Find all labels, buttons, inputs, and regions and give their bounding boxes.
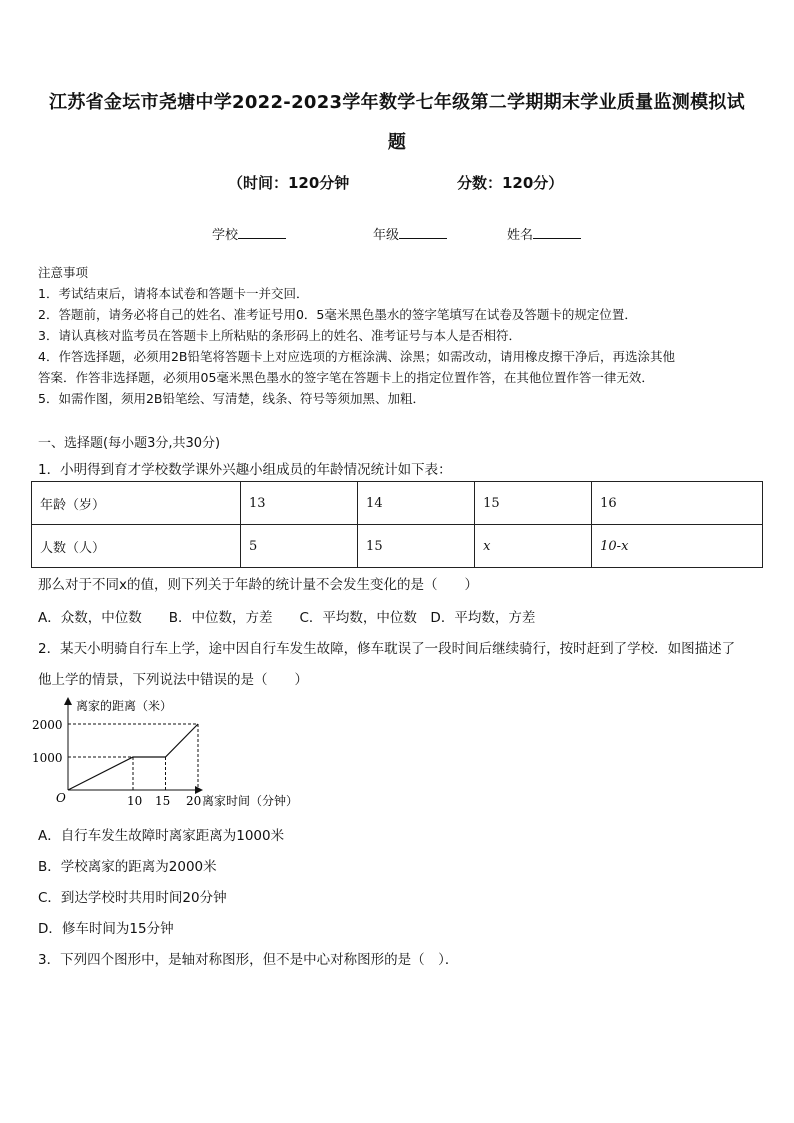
y-tick-1000: 1000 [32,751,63,765]
school-field[interactable] [212,224,286,243]
q2-stem-line1: 2．某天小明骑自行车上学，途中因自行车发生故障，修车耽误了一段时间后继续骑行，按时赶到了学校．如图描述了 [38,641,736,657]
exam-score: 分数：120分） [457,174,564,192]
table-row [32,525,763,568]
y-tick-2000: 2000 [32,718,63,732]
q2-option-a: A．自行车发生故障时离家距离为1000米 [38,828,285,844]
table-cell: 16 [592,482,763,525]
exam-title-line2: 题 [387,132,407,153]
q2-option-c: C．到达学校时共用时间20分钟 [38,890,227,906]
school-blank[interactable] [238,226,286,239]
table-cell: 15 [358,525,475,568]
grade-label: 年级 [373,228,400,243]
q1-options: A．众数，中位数 B．中位数，方差 C．平均数，中位数 D．平均数，方差 [38,610,536,626]
section-title: 一、选择题(每小题3分,共30分) [38,436,221,451]
table-cell: 15 [475,482,592,525]
origin-label: O [56,791,66,805]
table-cell: 年龄（岁） [32,482,241,525]
table-cell: 10-x [592,525,763,568]
q1-stem: 1．小明得到育才学校数学课外兴趣小组成员的年龄情况统计如下表： [38,462,452,478]
q3-stem: 3．下列四个图形中，是轴对称图形，但不是中心对称图形的是（ ）． [38,952,459,968]
note-item: 4．作答选择题，必须用2B铅笔将答题卡上对应选项的方框涂满、涂黑；如需改动，请用橡皮擦干净后，再选涂其他 [38,349,675,364]
x-tick-20: 20 [186,794,202,808]
name-label: 姓名 [507,228,534,243]
grade-blank[interactable] [399,226,447,239]
distance-series-line [68,724,198,790]
x-tick-10: 10 [127,794,143,808]
name-blank[interactable] [533,226,581,239]
note-item: 1．考试结束后，请将本试卷和答题卡一并交回． [38,286,309,301]
table-cell: 13 [241,482,358,525]
x-axis-label: 离家时间（分钟） [202,794,299,808]
table-cell: 14 [358,482,475,525]
y-axis-label: 离家的距离（米） [76,699,173,713]
note-item: 3．请认真核对监考员在答题卡上所粘贴的条形码上的姓名、准考证号与本人是否相符． [38,328,521,343]
school-label: 学校 [212,228,239,243]
note-item: 5．如需作图，须用2B铅笔绘、写清楚，线条、符号等须加黑、加粗． [38,391,425,406]
q1-question: 那么对于不同x的值，则下列关于年龄的统计量不会发生变化的是（ ） [38,577,478,593]
table-cell: 人数（人） [32,525,241,568]
table-cell: 5 [241,525,358,568]
table-row [32,482,763,525]
grade-field[interactable] [373,224,447,243]
exam-time: （时间：120分钟 [228,174,350,192]
x-tick-15: 15 [155,794,171,808]
distance-time-graph [30,692,330,814]
q2-option-b: B．学校离家的距离为2000米 [38,859,217,875]
age-table [31,481,763,568]
note-item: 答案．作答非选择题，必须用05毫米黑色墨水的签字笔在答题卡上的指定位置作答，在其他位置作答一律无效． [38,370,654,385]
table-cell: x [475,525,592,568]
note-item: 2．答题前，请务必将自己的姓名、准考证号用0．5毫米黑色墨水的签字笔填写在试卷及答题卡的规定位置． [38,307,637,322]
notes-block [38,262,760,409]
q2-option-d: D．修车时间为15分钟 [38,921,174,937]
q2-stem-line2: 他上学的情景，下列说法中错误的是（ ） [38,672,308,688]
name-field[interactable] [507,224,581,243]
notes-heading: 注意事项 [38,265,89,280]
exam-title-line1: 江苏省金坛市尧塘中学2022-2023学年数学七年级第二学期期末学业质量监测模拟试 [49,92,745,113]
